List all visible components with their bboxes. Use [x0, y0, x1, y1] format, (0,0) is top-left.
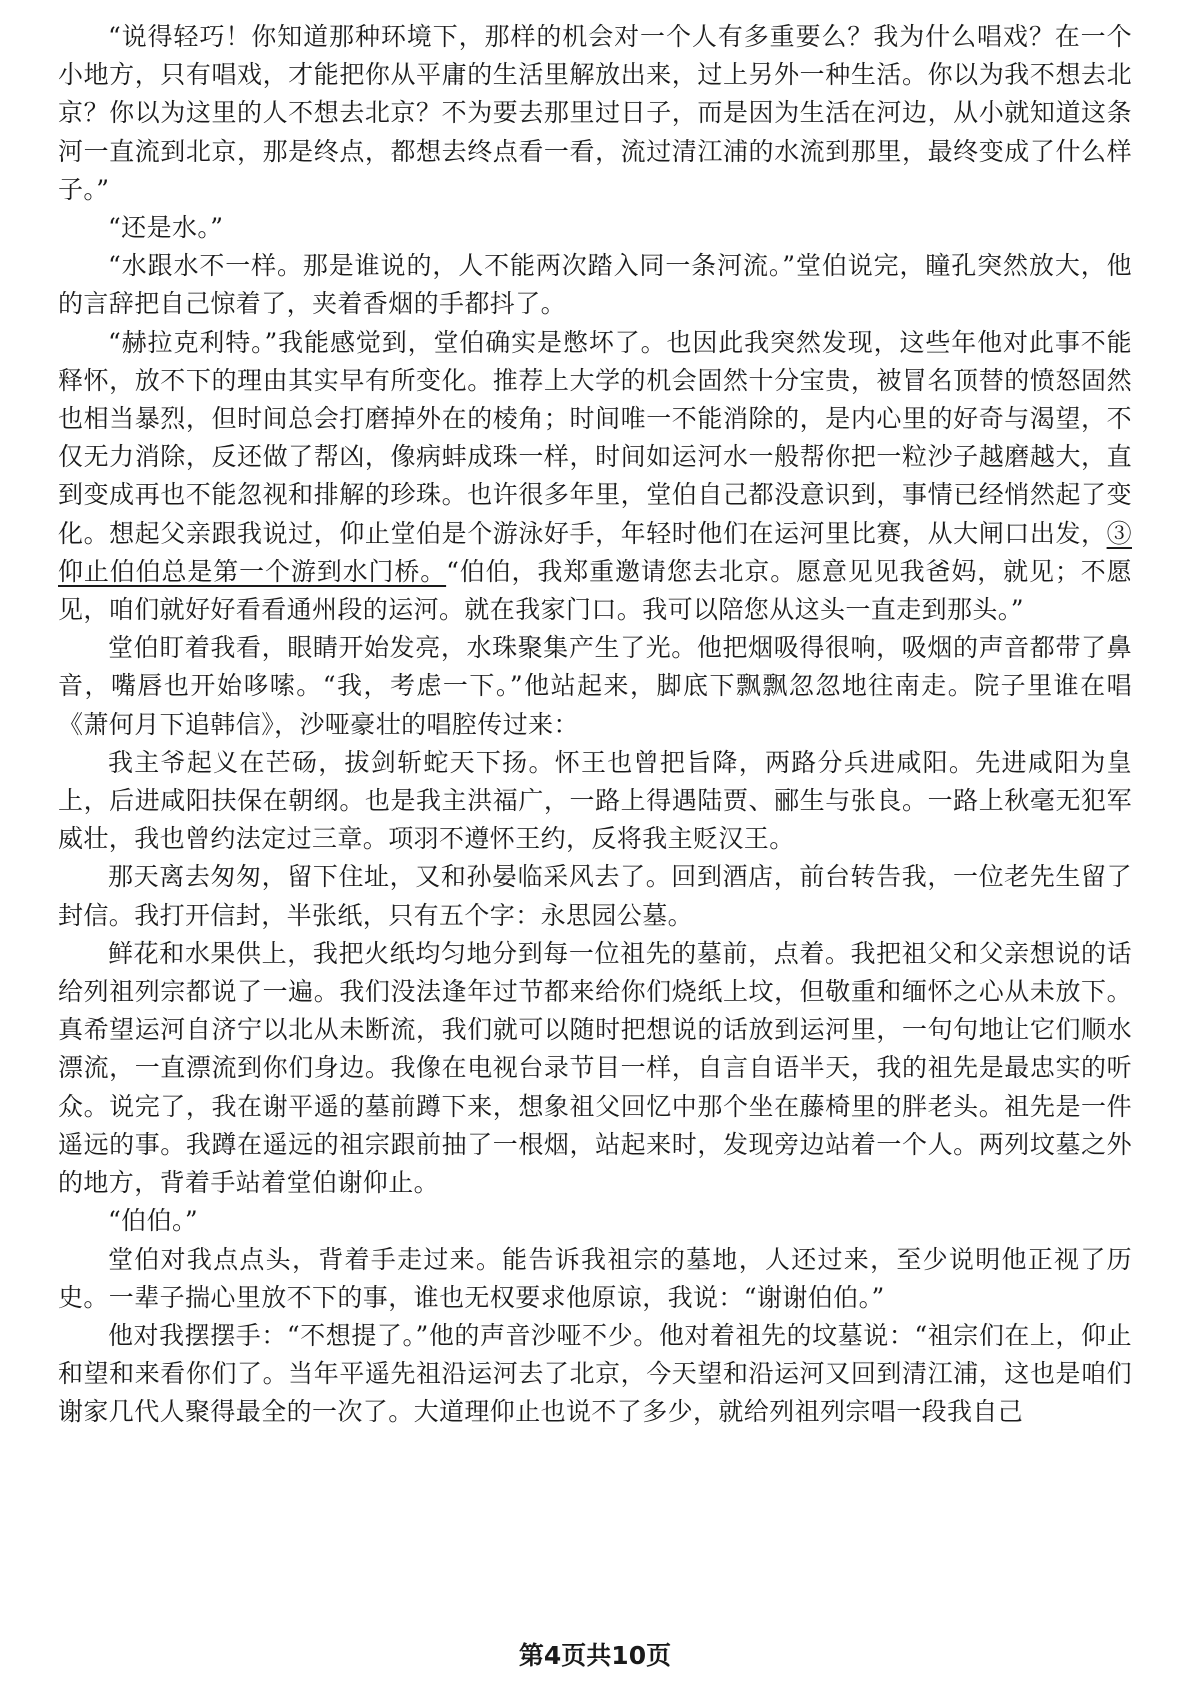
paragraph: 堂伯对我点点头，背着手走过来。能告诉我祖宗的墓地，人还过来，至少说明他正视了历史。一辈子揣心里放不下的事，谁也无权要求他原谅，我说：“谢谢伯伯。” — [58, 1244, 1132, 1312]
paragraph-text: “伯伯，我郑重邀请您去北京。愿意见见我爸妈，就见；不愿见，咱们就好好看看通州段的运河。就在我家门口。我可以陪您从这头一直走到那头。” — [58, 556, 1132, 625]
paragraph: 他对我摆摆手：“不想提了。”他的声音沙哑不少。他对着祖先的坟墓说：“祖宗们在上，仰止和望和来看你们了。当年平遥先祖沿运河去了北京，今天望和沿运河又回到清江浦，这也是咱们谢家几代人聚得最全的一次了。大道理仰止也说不了多少，就给列祖列宗唱一段我自己 — [58, 1320, 1132, 1427]
paragraph: “说得轻巧！你知道那种环境下，那样的机会对一个人有多重要么？我为什么唱戏？在一个小地方，只有唱戏，才能把你从平庸的生活里解放出来，过上另外一种生活。你以为我不想去北京？你以为这里的人不想去北京？不为要去那里过日子，而是因为生活在河边，从小就知道这条河一直流到北京，那是终点，都想去终点看一看，流过清江浦的水流到那里，最终变成了什么样子。” — [58, 22, 1132, 204]
paragraph — [58, 324, 1132, 630]
underlined-sentence-3: ③仰止伯伯总是第一个游到水门桥。 — [58, 518, 1132, 586]
body-text — [58, 18, 1132, 1432]
paragraph: “还是水。” — [108, 213, 224, 243]
paragraph: 堂伯盯着我看，眼睛开始发亮，水珠聚集产生了光。他把烟吸得很响，吸烟的声音都带了鼻音，嘴唇也开始哆嗦。“我，考虑一下。”他站起来，脚底下飘飘忽忽地往南走。院子里谁在唱《萧何月下追韩信》，沙哑豪壮的唱腔传过来： — [58, 633, 1132, 739]
paragraph: 鲜花和水果供上，我把火纸均匀地分到每一位祖先的墓前，点着。我把祖父和父亲想说的话给列祖列宗都说了一遍。我们没法逢年过节都来给你们烧纸上坟，但敬重和缅怀之心从未放下。真希望运河自济宁以北从未断流，我们就可以随时把想说的话放到运河里，一句句地让它们顺水漂流，一直漂流到你们身边。我像在电视台录节目一样，自言自语半天，我的祖先是最忠实的听众。说完了，我在谢平遥的墓前蹲下来，想象祖父回忆中那个坐在藤椅里的胖老头。祖先是一件遥远的事。我蹲在遥远的祖宗跟前抽了一根烟，站起来时，发现旁边站着一个人。两列坟墓之外的地方，背着手站着堂伯谢仰止。 — [58, 938, 1132, 1198]
paragraph-text: “赫拉克利特。”我能感觉到，堂伯确实是憋坏了。也因此我突然发现，这些年他对此事不能释怀，放不下的理由其实早有所变化。推荐上大学的机会固然十分宝贵，被冒名顶替的愤怒固然也相当暴烈，但时间总会打磨掉外在的棱角；时间唯一不能消除的，是内心里的好奇与渴望，不仅无力消除，反还做了帮凶，像病蚌成珠一样，时间如运河水一般帮你把一粒沙子越磨越大，直到变成再也不能忽视和排解的珍珠。也许很多年里，堂伯自己都没意识到，事情已经悄然起了变化。想起父亲跟我说过，仰止堂伯是个游泳好手，年轻时他们在运河里比赛，从大闸口出发， — [58, 327, 1132, 548]
paragraph: “水跟水不一样。那是谁说的，人不能两次踏入同一条河流。”堂伯说完，瞳孔突然放大，他的言辞把自己惊着了，夹着香烟的手都抖了。 — [58, 251, 1132, 319]
opera-lyrics: 我主爷起义在芒砀，拔剑斩蛇天下扬。怀王也曾把旨降，两路分兵进咸阳。先进咸阳为皇上，后进咸阳扶保在朝纲。也是我主洪福广，一路上得遇陆贾、郦生与张良。一路上秋毫无犯军威壮，我也曾约法定过三章。项羽不遵怀王约，反将我主贬汉王。 — [58, 747, 1132, 854]
paragraph: 那天离去匆匆，留下住址，又和孙晏临采风去了。回到酒店，前台转告我，一位老先生留了封信。我打开信封，半张纸，只有五个字：永思园公墓。 — [58, 862, 1132, 930]
paragraph: “伯伯。” — [108, 1206, 199, 1236]
page-number: 第4页共10页 — [518, 1641, 672, 1670]
